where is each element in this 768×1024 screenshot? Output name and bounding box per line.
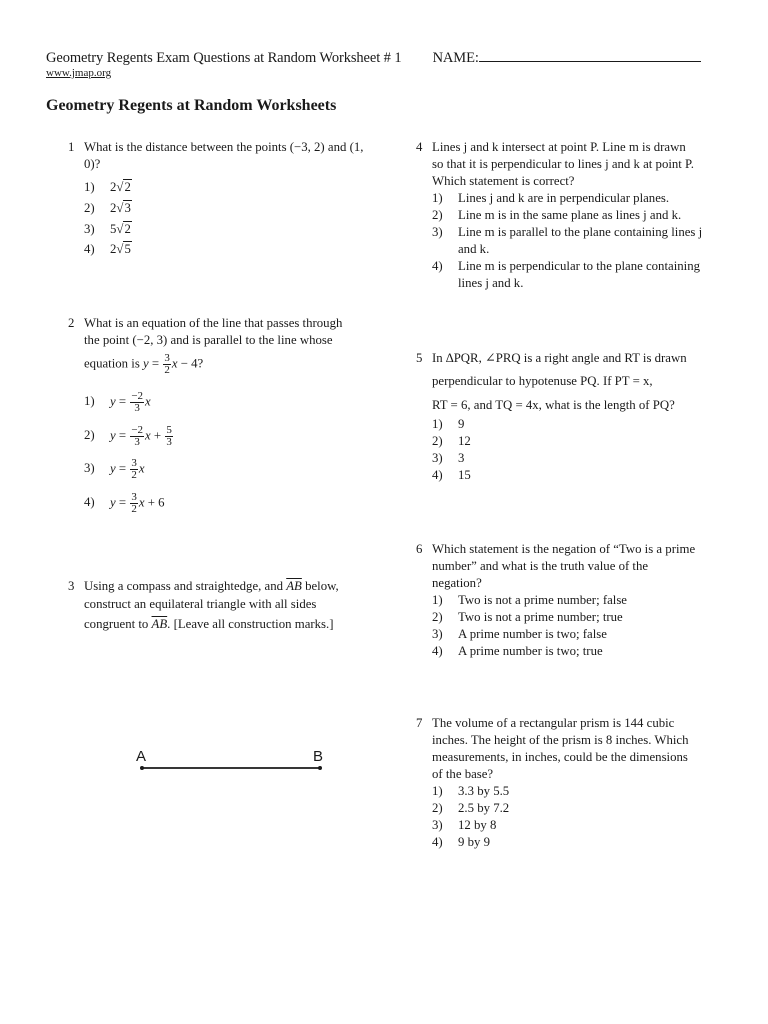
question-4 [416, 139, 746, 299]
question-3 [68, 578, 388, 638]
question-stem-line: Which statement is the negation of “Two is a prime [432, 542, 696, 556]
question-stem-line: Which statement is correct? [432, 174, 575, 188]
answer-option[interactable]: 4) 15 [432, 468, 471, 482]
question-number: 3 [68, 579, 75, 593]
answer-option-cont: and k. [458, 242, 490, 256]
question-1 [68, 139, 378, 269]
question-2 [68, 315, 388, 525]
question-number: 5 [416, 351, 423, 365]
worksheet-header [46, 48, 701, 67]
answer-option[interactable]: 2) 2√3 [84, 201, 131, 215]
question-stem-line: RT = 6, and TQ = 4x, what is the length of PQ? [432, 398, 675, 412]
answer-option[interactable]: 4) Line m is perpendicular to the plane containing [432, 259, 700, 273]
jmap-link[interactable]: www.jmap.org [46, 67, 112, 79]
answer-option[interactable]: 2) y = $\frac{-2}{3}$ x + $\frac{5}{3}$ [84, 424, 172, 448]
answer-option[interactable]: 2) Two is not a prime number; true [432, 610, 623, 624]
worksheet-title: Geometry Regents Exam Questions at Random Worksheet # 1 [46, 50, 402, 66]
page-title: Geometry Regents at Random Worksheets [46, 97, 337, 114]
answer-option[interactable]: 2) 2.5 by 7.2 [432, 801, 510, 815]
question-stem-line: What is an equation of the line that passes through [84, 316, 343, 330]
question-number: 6 [416, 542, 423, 556]
answer-option[interactable]: 4) y = $\frac{3}{2}$ x + 6 [84, 491, 165, 515]
point-a-label: A [136, 748, 147, 765]
question-stem-line: inches. The height of the prism is 8 inches. Which [432, 733, 689, 747]
point-b-label: B [313, 748, 324, 765]
question-stem: What is the distance between the points (−3, 2) and (1, 0)? [84, 140, 364, 171]
answer-option[interactable]: 1) y = $\frac{-2}{3}$ x [84, 390, 151, 414]
question-stem-line: The volume of a rectangular prism is 144 cubic [432, 716, 675, 730]
answer-option[interactable]: 1) Lines j and k are in perpendicular planes. [432, 191, 670, 205]
question-stem-line: In ∆PQR, ∠PRQ is a right angle and RT is drawn [432, 351, 687, 365]
answer-option[interactable]: 3) 5√2 [84, 222, 131, 236]
question-stem-line: perpendicular to hypotenuse PQ. If PT = x, [432, 374, 653, 388]
segment-ab [130, 760, 330, 776]
name-field[interactable] [479, 48, 701, 62]
question-stem-line: Lines j and k intersect at point P. Line m is drawn [432, 140, 686, 154]
answer-option[interactable]: 3) 3 [432, 451, 465, 465]
answer-option[interactable]: 3) 12 by 8 [432, 818, 497, 832]
answer-option[interactable]: 4) 9 by 9 [432, 835, 490, 849]
question-number: 7 [416, 716, 423, 730]
question-stem-line: of the base? [432, 767, 494, 781]
answer-option[interactable]: 2) 12 [432, 434, 471, 448]
question-stem-line: measurements, in inches, could be the dimensions [432, 750, 688, 764]
answer-option-cont: lines j and k. [458, 276, 524, 290]
answer-option[interactable]: 3) Line m is parallel to the plane containing lines j [432, 225, 703, 239]
question-stem-line: so that it is perpendicular to lines j and k at point P. [432, 157, 694, 171]
answer-option[interactable]: 4) 2√5 [84, 242, 131, 256]
question-7 [416, 715, 746, 855]
question-stem-line: equation is y = $\frac{3}{2}$ x − 4? [84, 352, 204, 376]
answer-option[interactable]: 1) 9 [432, 417, 465, 431]
name-label: NAME: [432, 50, 479, 66]
answer-option[interactable]: 2) Line m is in the same plane as lines j and k. [432, 208, 682, 222]
question-stem-line: construct an equilateral triangle with all sides [84, 597, 317, 611]
question-stem-line: Using a compass and straightedge, and $\overline{AB}$ below, [84, 579, 339, 593]
question-6 [416, 541, 746, 666]
question-stem-line: negation? [432, 576, 482, 590]
question-stem-line: congruent to $\overline{AB}$. [Leave all construction marks.] [84, 617, 334, 631]
answer-option[interactable]: 4) A prime number is two; true [432, 644, 603, 658]
answer-option[interactable]: 1) 2√2 [84, 180, 131, 194]
question-stem-line: the point (−2, 3) and is parallel to the line whose [84, 333, 333, 347]
answer-option[interactable]: 1) 3.3 by 5.5 [432, 784, 510, 798]
question-number: 4 [416, 140, 423, 154]
answer-option[interactable]: 1) Two is not a prime number; false [432, 593, 627, 607]
question-stem-line: number” and what is the truth value of the [432, 559, 649, 573]
question-number: 1 [68, 140, 75, 154]
question-5 [416, 350, 746, 490]
answer-option[interactable]: 3) A prime number is two; false [432, 627, 607, 641]
question-number: 2 [68, 316, 75, 330]
answer-option[interactable]: 3) y = $\frac{3}{2}$ x [84, 457, 145, 481]
